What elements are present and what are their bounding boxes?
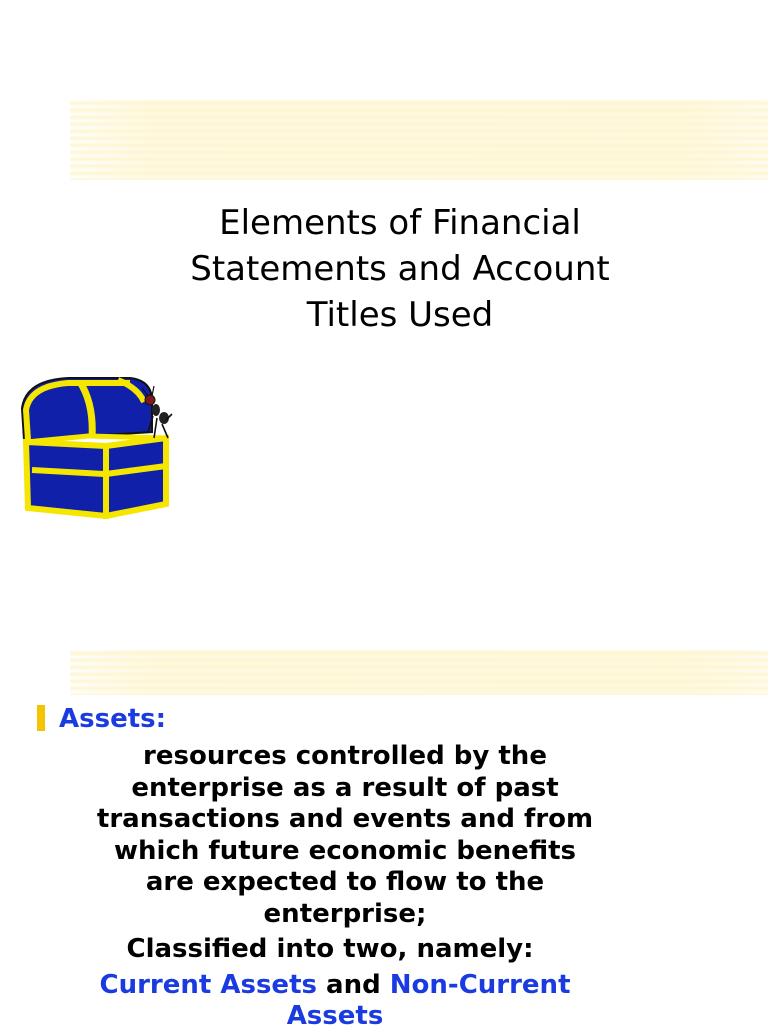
definition-line: enterprise as a result of past	[131, 772, 559, 803]
non-current-assets-term-cont: Assets	[286, 1001, 384, 1031]
definition-line: resources controlled by the	[143, 741, 547, 771]
bullet-marker	[37, 705, 45, 731]
assets-definition	[50, 741, 640, 930]
asset-types	[40, 970, 630, 1032]
slide-title	[130, 200, 670, 338]
section-heading: Assets:	[59, 704, 167, 734]
current-assets-term: Current Assets	[99, 970, 317, 1000]
definition-line: which future economic benefits	[114, 835, 576, 866]
non-current-assets-term: Non-Current	[389, 970, 571, 1000]
classified-text: Classified into two, namely:	[126, 934, 534, 964]
title-line: Elements of Financial	[219, 203, 581, 243]
definition-line: transactions and events and from	[96, 804, 594, 834]
title-line: Titles Used	[306, 295, 494, 335]
title-line: Statements and Account	[190, 249, 610, 289]
decorative-band-top	[70, 100, 768, 180]
treasure-chest-icon	[18, 374, 178, 519]
definition-line: enterprise;	[263, 898, 427, 929]
definition-line: are expected to flow to the	[145, 867, 545, 897]
types-joiner: and	[316, 970, 390, 1000]
decorative-band-bottom	[70, 650, 768, 695]
